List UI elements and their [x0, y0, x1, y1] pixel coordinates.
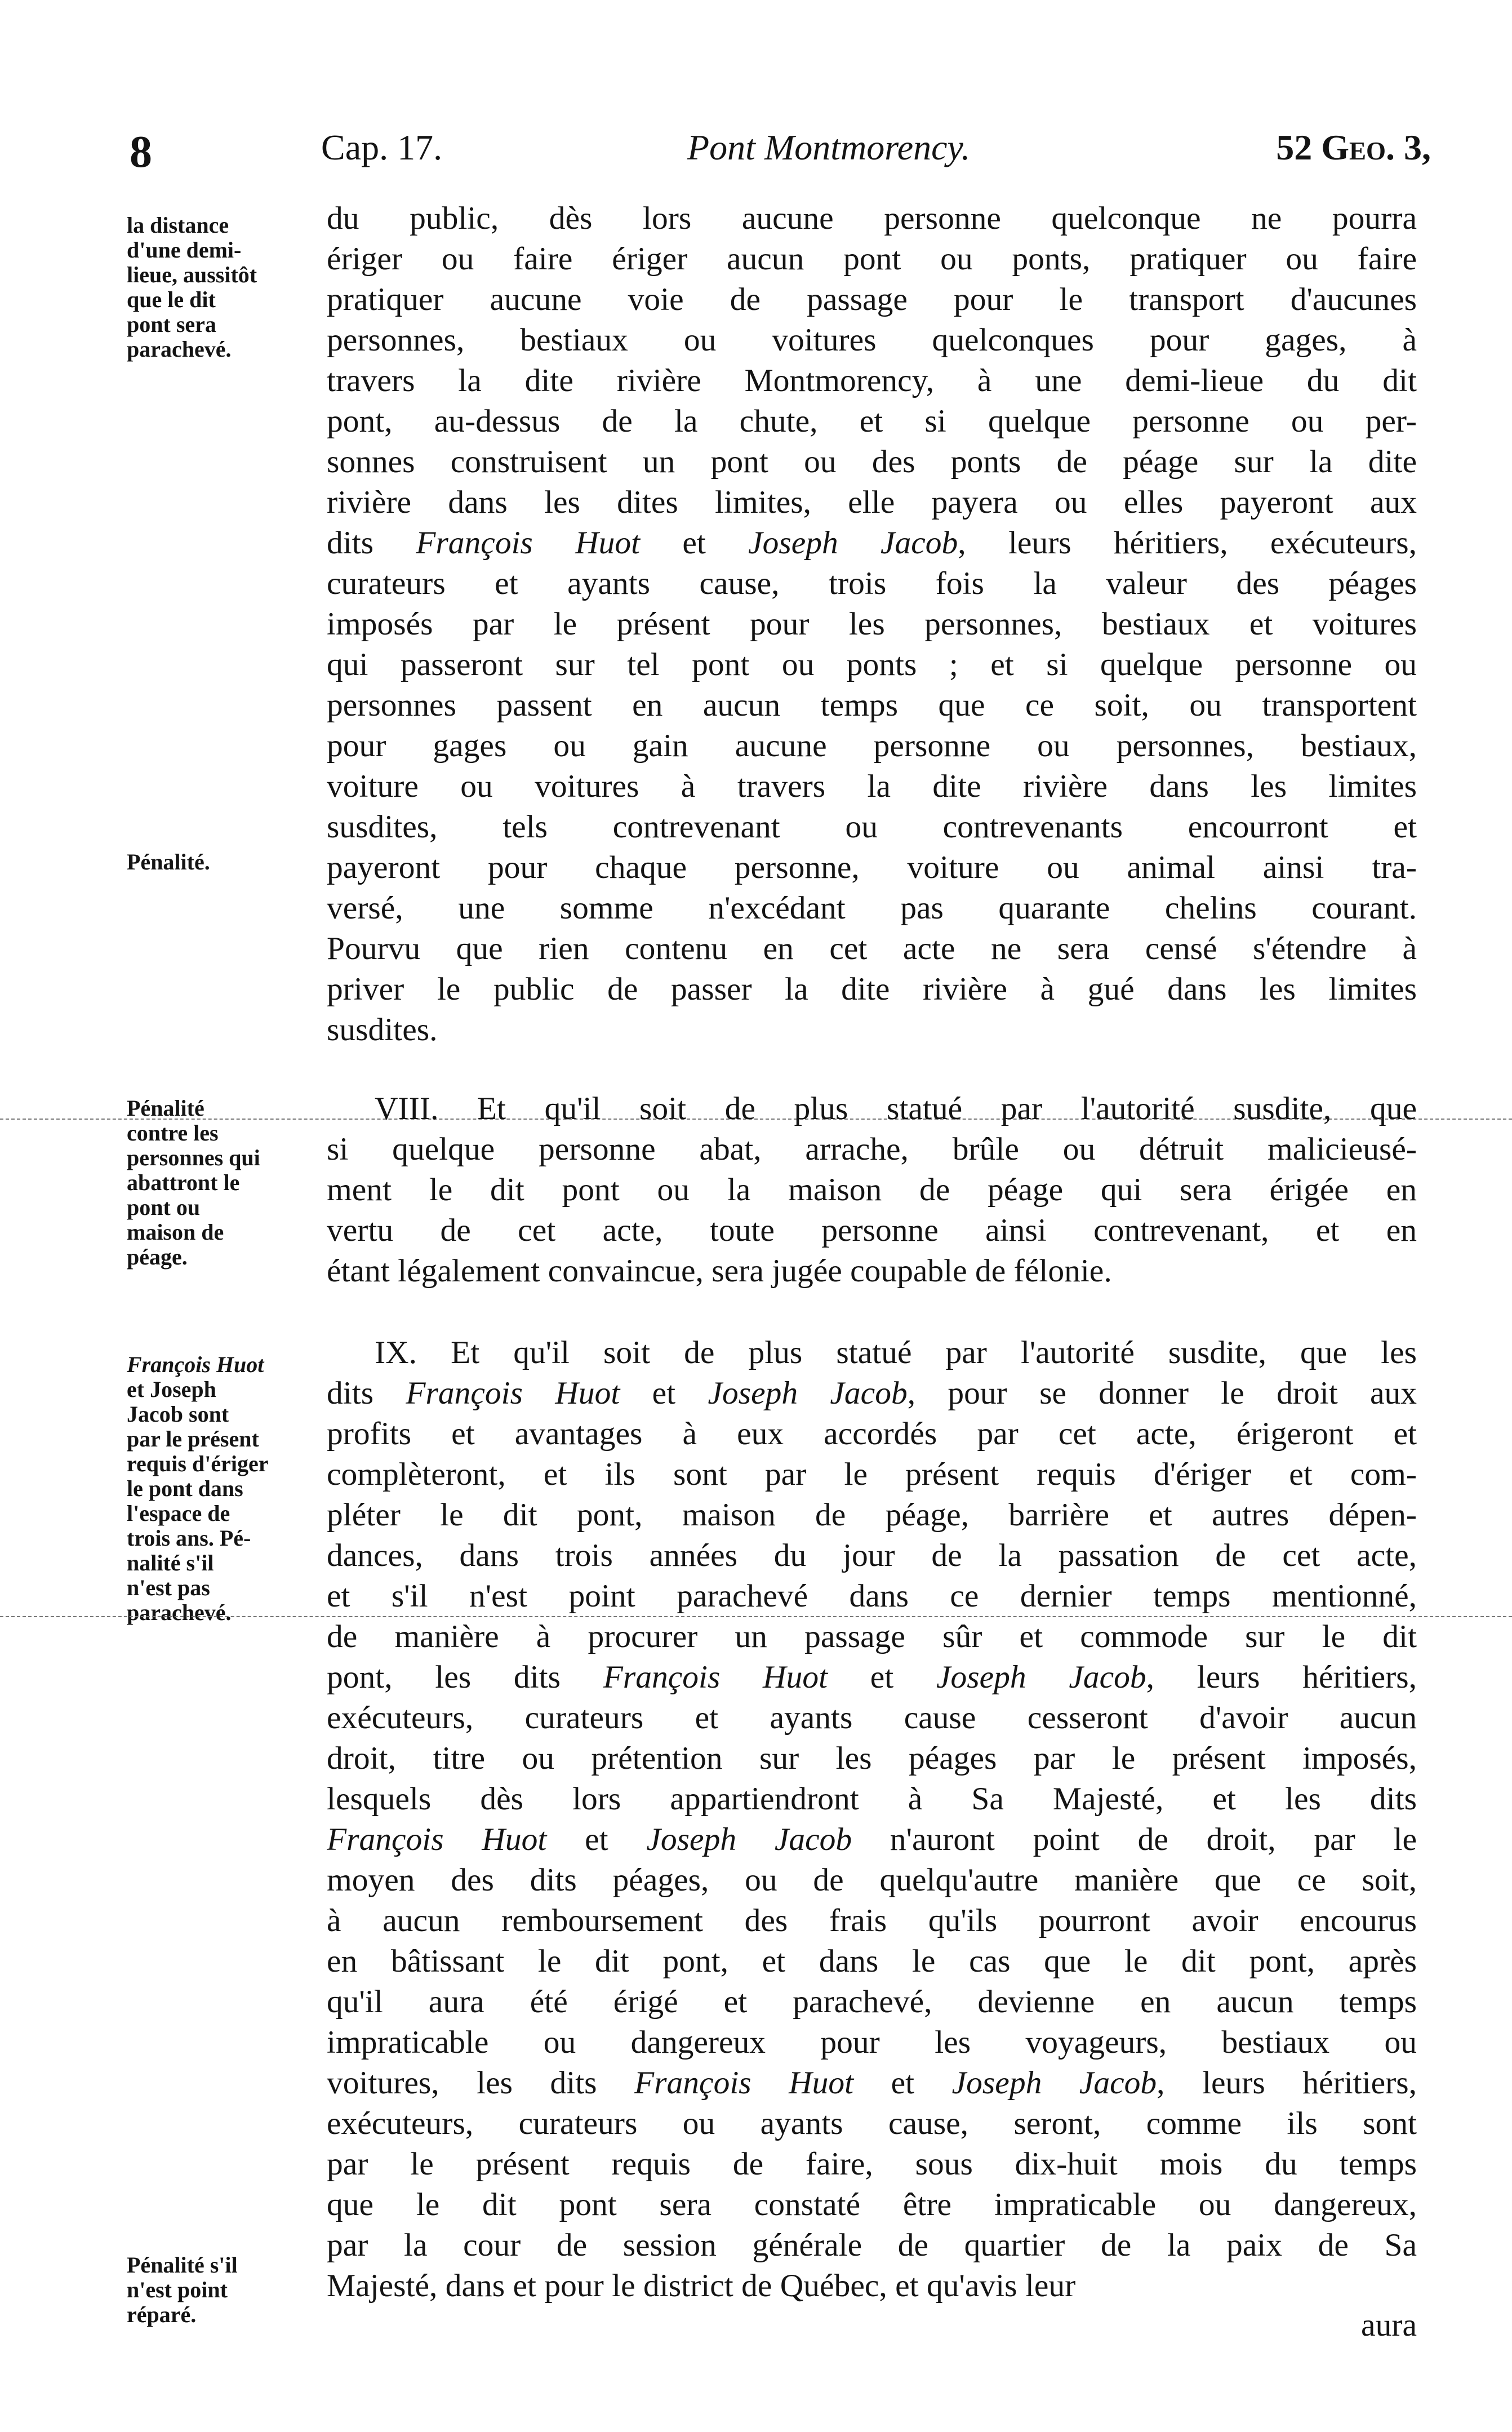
margin-line: Pénalité. — [127, 849, 210, 875]
text-line: voitures, les dits François Huot et Joseph Jacob, leurs héritiers, — [327, 2065, 1417, 2101]
margin-line: Pénalité — [127, 1095, 204, 1121]
margin-line: péage. — [127, 1244, 188, 1270]
margin-line: par le présent — [127, 1426, 259, 1452]
margin-line: parachevé. — [127, 1600, 232, 1625]
text-line: pour gages ou gain aucune personne ou personnes, bestiaux, — [327, 728, 1417, 764]
text-line: complèteront, et ils sont par le présent requis d'ériger et com- — [327, 1457, 1417, 1492]
margin-line: François Huot — [127, 1352, 264, 1377]
margin-line: nalité s'il — [127, 1550, 214, 1576]
margin-note-penalite — [127, 850, 321, 875]
margin-line: que le dit — [127, 287, 216, 312]
text-line: VIII. Et qu'il soit de plus statué par l'autorité susdite, que — [375, 1091, 1417, 1126]
text-line: lesquels dès lors appartiendront à Sa Majesté, et les dits — [327, 1781, 1417, 1817]
text-line: personnes passent en aucun temps que ce soit, ou transportent — [327, 687, 1417, 723]
text-line: par le présent requis de faire, sous dix-huit mois du temps — [327, 2146, 1417, 2182]
text-line: vertu de cet acte, toute personne ainsi contrevenant, et en — [327, 1213, 1417, 1248]
margin-line: le pont dans — [127, 1476, 243, 1501]
text-line: étant légalement convaincue, sera jugée coupable de félonie. — [327, 1253, 1112, 1289]
text-line: voiture ou voitures à travers la dite rivière dans les limites — [327, 769, 1417, 804]
text-line: dances, dans trois années du jour de la passation de cet acte, — [327, 1538, 1417, 1573]
margin-line: contre les — [127, 1120, 219, 1146]
text-line: si quelque personne abat, arrache, brûle ou détruit malicieusé- — [327, 1131, 1417, 1167]
text-line: versé, une somme n'excédant pas quarante chelins courant. — [327, 890, 1417, 926]
text-line: imposés par le présent pour les personnes, bestiaux et voitures — [327, 606, 1417, 642]
paragraph-section-ix — [327, 1333, 1417, 2306]
text-line: qui passeront sur tel pont ou ponts ; et si quelque personne ou — [327, 647, 1417, 682]
text-line: pont, au-dessus de la chute, et si quelque personne ou per- — [327, 403, 1417, 439]
margin-line: et Joseph — [127, 1377, 216, 1402]
margin-line: pont ou — [127, 1195, 201, 1220]
text-line: priver le public de passer la dite rivière à gué dans les limites — [327, 971, 1417, 1007]
margin-line: réparé. — [127, 2302, 197, 2327]
margin-line: maison de — [127, 1219, 224, 1245]
margin-line: parachevé. — [127, 336, 232, 362]
chapter-label: Cap. 17. — [321, 127, 443, 167]
text-line: impraticable ou dangereux pour les voyageurs, bestiaux ou — [327, 2025, 1417, 2060]
text-line: dits François Huot et Joseph Jacob, pour se donner le droit aux — [327, 1375, 1417, 1411]
text-line: profits et avantages à eux accordés par cet acte, érigeront et — [327, 1416, 1417, 1452]
text-line: curateurs et ayants cause, trois fois la valeur des péages — [327, 566, 1417, 601]
margin-line: la distance — [127, 212, 229, 238]
margin-line: n'est point — [127, 2277, 228, 2302]
text-line: personnes, bestiaux ou voitures quelconques pour gages, à — [327, 322, 1417, 358]
text-line: IX. Et qu'il soit de plus statué par l'autorité susdite, que les — [375, 1335, 1417, 1370]
regnal-suffix: 3, — [1404, 127, 1431, 167]
text-line: Majesté, dans et pour le district de Québec, et qu'avis leur — [327, 2268, 1076, 2304]
text-line: Pourvu que rien contenu en cet acte ne sera censé s'étendre à — [327, 931, 1417, 966]
margin-note-distance — [127, 213, 321, 362]
paragraph-section-viii — [327, 1089, 1417, 1292]
text-line: ment le dit pont ou la maison de péage qui sera érigée en — [327, 1172, 1417, 1208]
margin-line: personnes qui — [127, 1145, 260, 1170]
text-line: qu'il aura été érigé et parachevé, devienne en aucun temps — [327, 1984, 1417, 2020]
text-line: à aucun remboursement des frais qu'ils pourront avoir encourus — [327, 1903, 1417, 1938]
margin-line: trois ans. Pé- — [127, 1525, 251, 1551]
text-line: pont, les dits François Huot et Joseph Jacob, leurs héritiers, — [327, 1659, 1417, 1695]
margin-note-penalite-repare — [127, 2253, 321, 2327]
margin-line: Jacob sont — [127, 1401, 229, 1427]
text-line: de manière à procurer un passage sûr et commode sur le dit — [327, 1619, 1417, 1654]
margin-line: pont sera — [127, 312, 216, 337]
text-line: travers la dite rivière Montmorency, à une demi-lieue du dit — [327, 363, 1417, 398]
page-number: 8 — [130, 127, 152, 177]
text-line: dits François Huot et Joseph Jacob, leurs héritiers, exécuteurs, — [327, 525, 1417, 561]
regnal-number: 52 — [1276, 127, 1313, 167]
catchword: aura — [1361, 2307, 1417, 2343]
running-header — [130, 127, 1431, 189]
text-line: moyen des dits péages, ou de quelqu'autre manière que ce soit, — [327, 1862, 1417, 1898]
margin-note-penalite-abattre — [127, 1096, 321, 1270]
text-line: François Huot et Joseph Jacob n'auront point de droit, par le — [327, 1822, 1417, 1857]
margin-line: Pénalité s'il — [127, 2252, 238, 2278]
margin-line: abattront le — [127, 1170, 240, 1195]
running-title: Pont Montmorency. — [687, 127, 971, 167]
text-line: exécuteurs, curateurs ou ayants cause, seront, comme ils sont — [327, 2106, 1417, 2141]
margin-line: d'une demi- — [127, 237, 242, 263]
text-line: rivière dans les dites limites, elle payera ou elles payeront aux — [327, 485, 1417, 520]
regnal-year — [1276, 127, 1431, 168]
text-line: que le dit pont sera constaté être impraticable ou dangereux, — [327, 2187, 1417, 2222]
text-line: en bâtissant le dit pont, et dans le cas que le dit pont, après — [327, 1943, 1417, 1979]
margin-line: n'est pas — [127, 1575, 210, 1600]
text-line: sonnes construisent un pont ou des ponts de péage sur la dite — [327, 444, 1417, 480]
paragraph-continuation — [327, 198, 1417, 1050]
text-line: ériger ou faire ériger aucun pont ou ponts, pratiquer ou faire — [327, 241, 1417, 277]
text-line: pléter le dit pont, maison de péage, barrière et autres dépen- — [327, 1497, 1417, 1533]
regnal-abbrev: Geo. — [1321, 127, 1395, 167]
text-line: payeront pour chaque personne, voiture ou animal ainsi tra- — [327, 850, 1417, 885]
text-line: du public, dès lors aucune personne quelconque ne pourra — [327, 201, 1417, 236]
text-line: par la cour de session générale de quartier de la paix de Sa — [327, 2227, 1417, 2263]
margin-line: requis d'ériger — [127, 1451, 269, 1476]
text-line: et s'il n'est point parachevé dans ce dernier temps mentionné, — [327, 1578, 1417, 1614]
text-line: susdites, tels contrevenant ou contrevenants encourront et — [327, 809, 1417, 845]
margin-line: lieue, aussitôt — [127, 262, 257, 287]
text-line: pratiquer aucune voie de passage pour le transport d'aucunes — [327, 282, 1417, 317]
margin-line: l'espace de — [127, 1501, 230, 1526]
text-line: susdites. — [327, 1012, 438, 1048]
text-line: exécuteurs, curateurs et ayants cause cesseront d'avoir aucun — [327, 1700, 1417, 1736]
text-line: droit, titre ou prétention sur les péages par le présent imposés, — [327, 1741, 1417, 1776]
margin-note-huot-jacob — [127, 1352, 321, 1625]
